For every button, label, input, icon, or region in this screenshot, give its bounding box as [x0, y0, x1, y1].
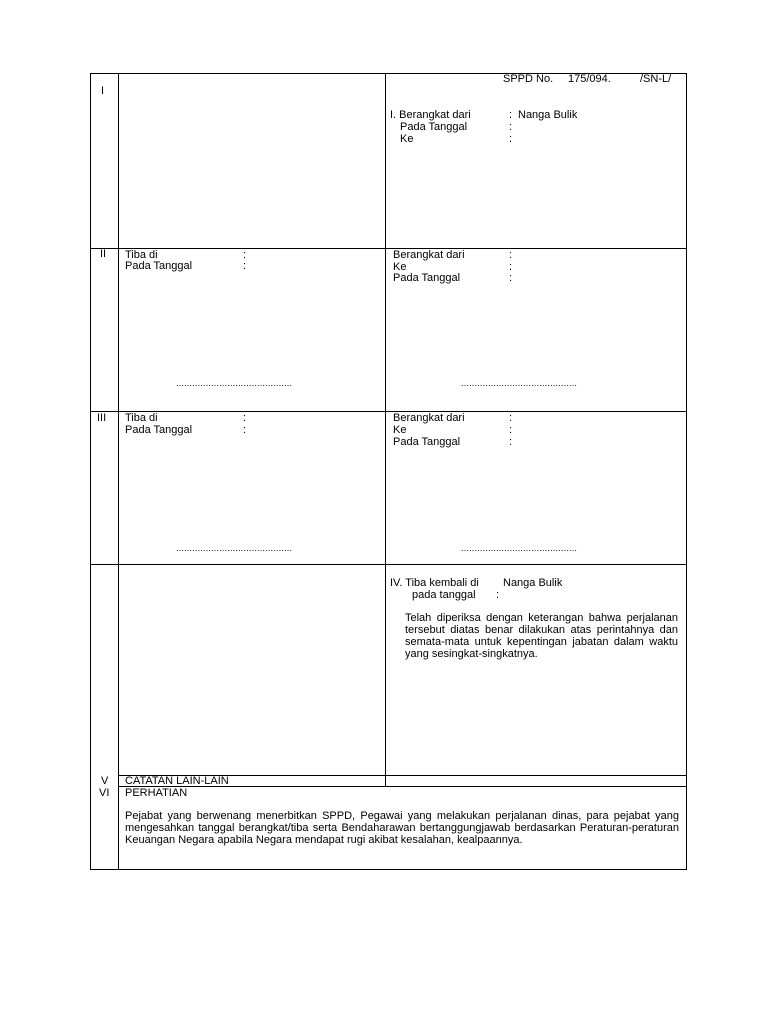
s2-tiba-label: Tiba di — [125, 249, 158, 261]
s2-signature-line-left: ........................................... — [176, 378, 293, 388]
s1-tanggal-colon: : — [509, 121, 513, 133]
s3-signature-line-left: ........................................... — [176, 543, 293, 553]
s6-notice-paragraph: Pejabat yang berwenang menerbitkan SPPD, Pegawai yang melakukan perjalanan dinas, para pejabat yang mengesahkan tanggal berangkat/tiba serta Bendaharawan bertanggungjawab berdasarkan Peraturan-peraturan Keuangan Negara apabila Negara mendapat rugi akibat kesalahan, kealpaannya. — [125, 810, 679, 846]
s2-tiba-colon: : — [243, 249, 247, 261]
row-divider-1-2 — [90, 248, 687, 249]
roman-numeral-1: I — [101, 85, 105, 97]
s3-berangkat-colon: : — [509, 412, 513, 424]
s3-ke-label: Ke — [393, 424, 407, 436]
s1-berangkat-label: I. Berangkat dari — [390, 109, 471, 121]
roman-numeral-6: VI — [99, 787, 110, 799]
s4-verification-paragraph: Telah diperiksa dengan keterangan bahwa perjalanan tersebut diatas benar dilakukan atas perintahnya dan semata-mata untuk kepentingan jabatan dalam waktu yang sesingkat-singkatnya. — [405, 612, 678, 660]
s2-tanggal2-colon: : — [509, 272, 513, 284]
s3-berangkat-label: Berangkat dari — [393, 412, 465, 424]
s2-berangkat-label: Berangkat dari — [393, 249, 465, 261]
row-divider-2-3 — [90, 411, 687, 412]
roman-numeral-5: V — [101, 775, 109, 787]
s4-tiba-label: IV. Tiba kembali di — [390, 577, 479, 589]
sppd-suffix: /SN-L/ — [640, 73, 672, 85]
s3-ke-colon: : — [509, 424, 513, 436]
s4-tanggal-label: pada tanggal — [412, 589, 476, 601]
s4-tanggal-colon: : — [496, 589, 500, 601]
s2-ke-label: Ke — [393, 261, 407, 273]
s3-tiba-label: Tiba di — [125, 412, 158, 424]
s4-tiba-value: Nanga Bulik — [503, 577, 563, 589]
sppd-number: 175/094. — [568, 73, 611, 85]
s6-perhatian-label: PERHATIAN — [125, 787, 188, 799]
sppd-form-frame — [90, 73, 687, 870]
roman-numeral-3: III — [97, 412, 107, 424]
s2-tanggal-label: Pada Tanggal — [125, 260, 193, 272]
s1-ke-colon: : — [509, 133, 513, 145]
s2-tanggal-colon: : — [243, 260, 247, 272]
s1-berangkat-value: Nanga Bulik — [518, 109, 578, 121]
sppd-label: SPPD No. — [503, 73, 554, 85]
s3-tiba-colon: : — [243, 412, 247, 424]
s1-tanggal-label: Pada Tanggal — [400, 121, 468, 133]
s3-tanggal-label: Pada Tanggal — [125, 424, 193, 436]
s2-berangkat-colon: : — [509, 249, 513, 261]
s1-ke-label: Ke — [400, 133, 414, 145]
s3-tanggal2-colon: : — [509, 436, 513, 448]
row-divider-3-4 — [90, 564, 687, 565]
s3-tanggal2-label: Pada Tanggal — [393, 436, 461, 448]
roman-numeral-2: II — [100, 248, 107, 260]
s3-tanggal-colon: : — [243, 424, 247, 436]
s2-tanggal2-label: Pada Tanggal — [393, 272, 461, 284]
s2-signature-line-right: ........................................... — [461, 378, 578, 388]
s5-catatan-label: CATATAN LAIN-LAIN — [125, 775, 229, 787]
s2-ke-colon: : — [509, 261, 513, 273]
s1-berangkat-colon: : — [509, 109, 513, 121]
s3-signature-line-right: ........................................... — [461, 543, 578, 553]
roman-column-divider — [118, 73, 119, 870]
middle-column-divider — [385, 73, 386, 786]
